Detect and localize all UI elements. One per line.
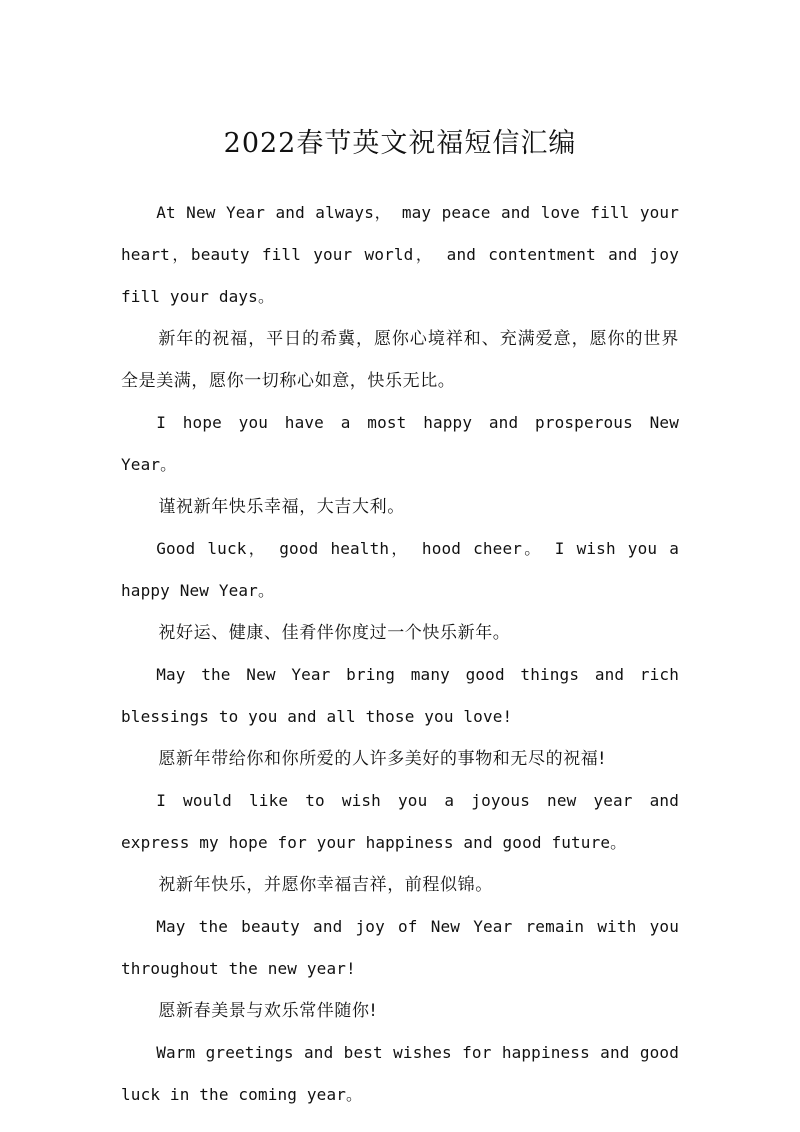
paragraph-11: May the beauty and joy of New Year remain with you throughout the new year!	[121, 917, 679, 978]
document-body	[121, 192, 679, 1116]
document-title: 2022春节英文祝福短信汇编	[223, 128, 577, 159]
paragraph-12: 愿新春美景与欢乐常伴随你!	[158, 1001, 378, 1021]
paragraph-1: At New Year and always， may peace and love fill your heart，beauty fill your world， and contentment and joy fill your days。	[121, 203, 679, 306]
paragraph-4: 谨祝新年快乐幸福，大吉大利。	[158, 497, 405, 517]
paragraph-5: Good luck， good health， hood cheer。 I wish you a happy New Year。	[121, 539, 679, 600]
paragraph-13: Warm greetings and best wishes for happiness and good luck in the coming year。	[121, 1043, 679, 1104]
paragraph-2: 新年的祝福，平日的希冀，愿你心境祥和、充满爱意，愿你的世界全是美满，愿你一切称心如意，快乐无比。	[121, 329, 679, 391]
paragraph-3: I hope you have a most happy and prosperous New Year。	[121, 413, 679, 474]
paragraph-6: 祝好运、健康、佳肴伴你度过一个快乐新年。	[158, 623, 511, 643]
paragraph-7: May the New Year bring many good things and rich blessings to you and all those you love!	[121, 665, 679, 726]
paragraph-9: I would like to wish you a joyous new year and express my hope for your happiness and good future。	[121, 791, 679, 852]
paragraph-8: 愿新年带给你和你所爱的人许多美好的事物和无尽的祝福!	[158, 749, 606, 769]
paragraph-10: 祝新年快乐，并愿你幸福吉祥，前程似锦。	[158, 875, 493, 895]
